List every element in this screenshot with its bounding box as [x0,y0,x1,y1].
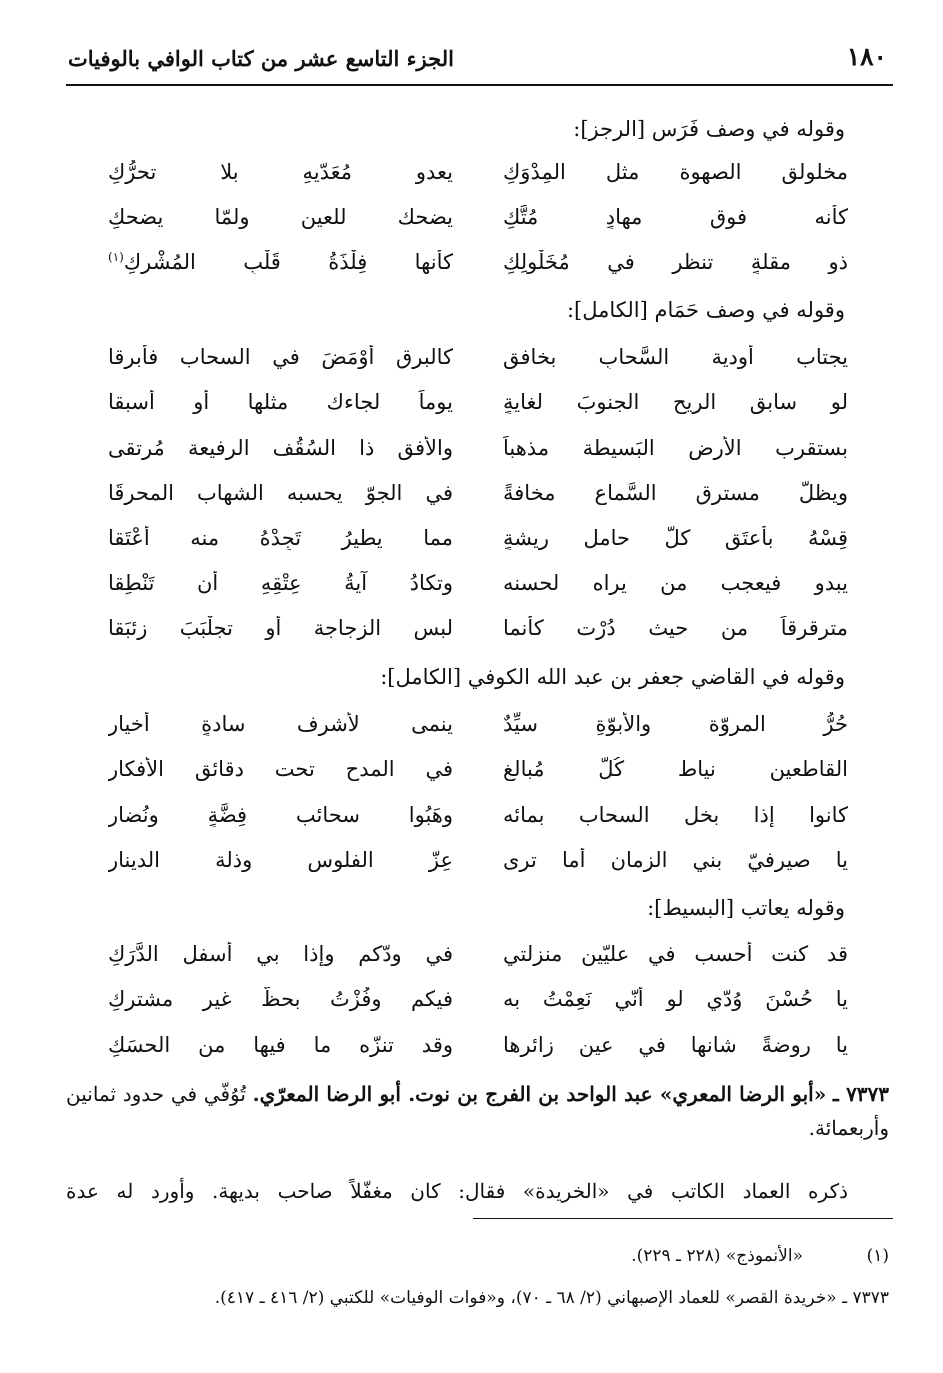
verse-first-hemistich: ذو مقلةٍ تنظر في مُخَلْوِلِكِ [503,250,848,274]
entry-text: تُوُفّي في حدود ثمانين وأربعمائة. [66,1082,889,1140]
footnote-text: ٧٣٧٣ ـ «خريدة القصر» للعماد الإصبهاني (٢/ ٦٨ ـ ٧٠)، و«فوات الوفيات» للكتبي (٢/ ٤١٦ ـ ٤١٧). [214,1288,889,1308]
running-title: الجزء التاسع عشر من كتاب الوافي بالوفيات [68,46,454,71]
verse-second-hemistich: وقد تنزّه ما فيها من الحسَكِ [108,1033,453,1057]
verse-line [108,205,848,245]
poem-intro: وقوله يعاتب [البسيط]: [647,896,845,920]
verse-line [108,848,848,888]
verse-line [108,436,848,476]
verse-second-hemistich: عِزّ الفلوس وذلة الدينار [108,848,453,872]
footnote-marker: (١) [108,250,124,264]
verse-first-hemistich: يا حُسْنَ وُدّي لو أنّي نَعِمْتُ به [503,987,848,1011]
verse-first-hemistich: كانوا إذا بخل السحاب بمائه [503,803,848,827]
verse-first-hemistich: يا روضةً شانها في عين زائرها [503,1033,848,1057]
footnote-number: (١) [866,1246,889,1266]
verse-line [108,1033,848,1073]
verse-second-hemistich: لبس الزجاجة أو تجلْبَبَ زئبَقا [108,616,453,640]
biography-entry [66,1077,889,1145]
verse-line [108,987,848,1027]
verse-line [108,942,848,982]
verse-second-hemistich: وتكادُ آيةُ عِتْقِهِ أن تَنْطِقا [108,571,453,595]
verse-first-hemistich: القاطعين نياط كُلّ مُبالغٍ [503,757,848,781]
page-number: ١٨٠ [846,42,887,71]
verse-first-hemistich: مخلولق الصهوة مثل المِدْوَكِ [503,160,848,184]
poem-intro: وقوله في القاضي جعفر بن عبد الله الكوفي [الكامل]: [380,665,845,689]
verse-second-hemistich-text: كأنها فِلْذَةُ قَلْبِ المُشْرِكِ [123,250,453,274]
verse-second-hemistich: يعدو مُعَدّيهِ بلا تحرُّكِ [108,160,453,184]
verse-line [108,803,848,843]
verse-first-hemistich: يبدو فيعجب من يراه لحسنه [503,571,848,595]
verse-second-hemistich [108,250,453,274]
entry-number: ٧٣٧٣ ـ [832,1082,890,1106]
verse-second-hemistich: يوماً لجاءك مثلها أو أسبقا [108,390,453,414]
verse-second-hemistich: فيكم وفُزْتُ بحظّ غير مشتركِ [108,987,453,1011]
body-paragraph: ذكره العماد الكاتب في «الخريدة» فقال: كان مغفّلاً صاحب بديهة. وأورد له عدة [66,1179,848,1203]
verse-first-hemistich: بستقرب الأرض البَسيطة مذهباً [503,436,848,460]
verse-second-hemistich: مما يطيرُ تَجِدْهُ منه أعْتَقا [108,526,453,550]
page-header [66,40,893,86]
verse-second-hemistich: وهَبُوا سحائب فِضَّةٍ ونُضار [108,803,453,827]
footnote-divider [473,1218,893,1219]
verse-line [108,571,848,611]
poem-intro: وقوله في وصف فَرَس [الرجز]: [573,117,845,141]
verse-first-hemistich: كأنه فوق مهادٍ مُتَّكِ [503,205,848,229]
footnote-text: «الأنموذج» (٢٢٨ ـ ٢٢٩). [631,1246,803,1266]
verse-line [108,526,848,566]
verse-first-hemistich: قد كنت أحسب في عليّين منزلتي [503,942,848,966]
verse-first-hemistich: يجتاب أودية السَّحابِ بخافقٍ [503,345,848,369]
verse-first-hemistich: قِسْهُ بأعتَقِ كلّ حامل ريشةٍ [503,526,848,550]
verse-line [108,481,848,521]
verse-first-hemistich: حُرُّ المروّة والأبوّةِ سيِّدٌ [503,712,848,736]
verse-line [108,250,848,290]
verse-first-hemistich: يا صيرفيّ بني الزمان أما ترى [503,848,848,872]
verse-first-hemistich: مترقرقاً من حيث دُرْت كأنما [503,616,848,640]
verse-second-hemistich: يضحك للعين ولمّا يضحكِ [108,205,453,229]
verse-second-hemistich: كالبرق أَوْمَضَ في السحاب فأبرقا [108,345,453,369]
footnote [66,1288,889,1308]
footnote [66,1246,889,1266]
poem-intro: وقوله في وصف حَمَام [الكامل]: [566,298,845,322]
verse-second-hemistich: ينمى لأشرف سادةٍ أخيارِ [108,712,453,736]
verse-second-hemistich: في الجوّ يحسبه الشهاب المحرقَا [108,481,453,505]
verse-line [108,390,848,430]
verse-first-hemistich: ويظلُّ مسترق السَّماع مخافةً [503,481,848,505]
verse-second-hemistich: في المدح تحت دقائق الأفكار [108,757,453,781]
verse-second-hemistich: في وِدّكم وإذا بي أسفل الدَّرَكِ [108,942,453,966]
verse-line [108,712,848,752]
verse-line [108,757,848,797]
verse-line [108,345,848,385]
entry-title: «أبو الرضا المعري» عبد الواحد بن الفرج بن نوت. أبو الرضا المعرّي. [252,1082,827,1106]
verse-line [108,616,848,656]
verse-second-hemistich: والأفق ذا السُقُف الرفيعة مُرتقى [108,436,453,460]
verse-line [108,160,848,200]
verse-first-hemistich: لو سابق الريح الجنوبَ لغايةٍ [503,390,848,414]
